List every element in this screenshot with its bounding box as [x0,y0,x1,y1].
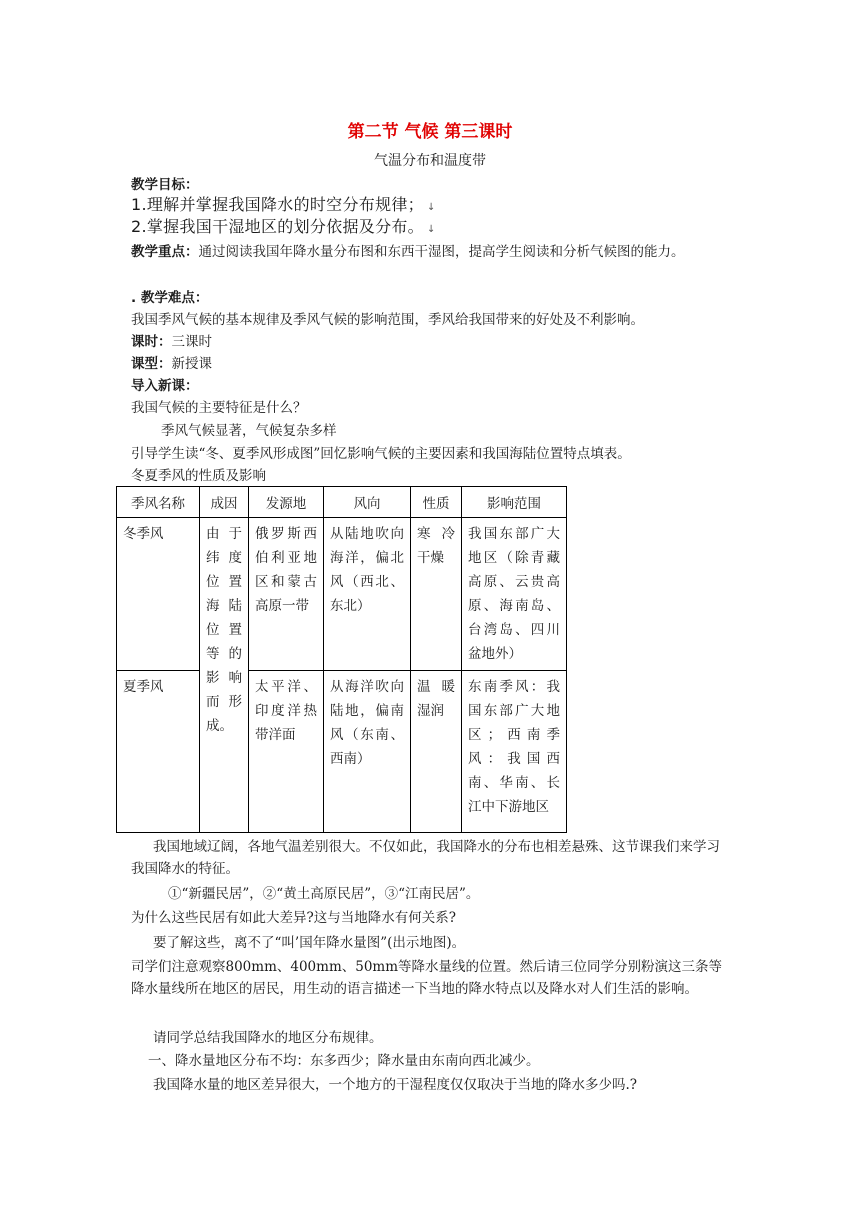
table-header: 季风名称 [117,487,200,518]
paragraph-5: 司学们注意观察800mm、400mm、50mm等降水量线的位置。然后请三位同学分别粉演这三条等降水量线所在地区的居民，用生动的语言描述一下当地的降水特点以及降水对人们生活的影响。 [131,959,723,997]
table-header: 影响范围 [462,487,567,518]
paragraph-8: 我国降水量的地区差异很大，一个地方的干湿程度仅仅取决于当地的降水多少吗.? [153,1077,638,1093]
key-points: 教学重点：通过阅读我国年降水量分布图和东西干湿图，提高学生阅读和分析气候图的能力。 [131,244,685,260]
table-caption: 冬夏季风的性质及影响 [131,468,266,484]
table-header: 性质 [411,487,462,518]
cell-direction: 从陆地吹向海洋，偏北风（西北、东北） [324,518,411,671]
table-header: 成因 [200,487,249,518]
cell-range: 我国东部广大地区（除青藏高原、云贵高原、海南岛、台湾岛、四川盆地外） [462,518,567,671]
paragraph-6: 请同学总结我国降水的地区分布规律。 [153,1030,383,1046]
cell-name: 冬季风 [117,518,200,671]
page-subtitle: 气温分布和温度带 [374,153,486,169]
intro-question: 我国气候的主要特征是什么？ [131,400,307,416]
return-arrow-icon: ↓ [426,202,436,213]
table-row-summer [117,671,567,833]
cell-nature: 温暖湿润 [411,671,462,833]
monsoon-table [116,486,567,833]
intro-label: 导入新课： [131,378,199,394]
paragraph-4: 要了解这些，离不了“叫’国年降水量图”(出示地图)。 [153,935,466,951]
cell-direction: 从海洋吹向陆地，偏南风（东南、西南） [324,671,411,833]
table-header-row [117,487,567,518]
cell-cause: 由于纬度位置海陆位置等的影响而形成。 [200,518,249,833]
intro-guide: 引导学生读“冬、夏季风形成图”回忆影响气候的主要因素和我国海陆位置特点填表。 [131,446,631,462]
table-header: 发源地 [249,487,324,518]
difficulty-label: . 教学难点： [131,290,209,306]
paragraph-1: 我国地域辽阔，各地气温差别很大。不仅如此，我国降水的分布也相差悬殊、这节课我们来学习我国降水的特征。 [131,839,720,877]
objective-1: 1.理解并掌握我国降水的时空分布规律； ↓ [131,195,436,214]
cell-name: 夏季风 [117,671,200,833]
intro-answer: 季风气候显著，气候复杂多样 [161,423,337,439]
cell-source: 俄罗斯西伯利亚地区和蒙古高原一带 [249,518,324,671]
page-title: 第二节 气候 第三课时 [347,122,513,142]
cell-source: 太平洋、印度洋热带洋面 [249,671,324,833]
objectives-label: 教学目标： [131,177,199,193]
objective-2: 2.掌握我国干湿地区的划分依据及分布。 ↓ [131,217,436,236]
table-row-winter [117,518,567,671]
hours: 课时：三课时 [131,334,212,350]
paragraph-3: 为什么这些民居有如此大差异?这与当地降水有何关系? [131,910,456,926]
cell-range: 东南季风：我国东部广大地区；西南季风：我国西南、华南、长江中下游地区 [462,671,567,833]
cell-nature: 寒冷干燥 [411,518,462,671]
paragraph-2: ①“新疆民居”，②“黄土高原民居”，③“江南民居”。 [168,886,480,902]
lesson-type: 课型：新授课 [131,356,212,372]
paragraph-7: 一、降水量地区分布不均：东多西少；降水量由东南向西北减少。 [148,1053,540,1069]
difficulty-text: 我国季风气候的基本规律及季风气候的影响范围，季风给我国带来的好处及不利影响。 [131,312,644,328]
return-arrow-icon: ↓ [426,224,436,235]
table-header: 风向 [324,487,411,518]
